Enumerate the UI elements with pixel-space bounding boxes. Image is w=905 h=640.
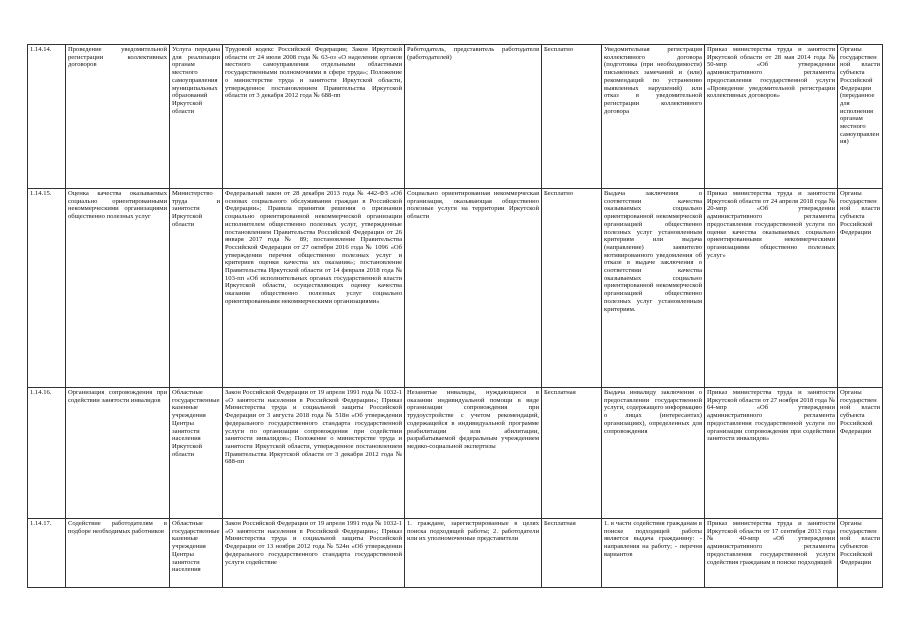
service-result: Выдача инвалиду заключения о предоставлении государственной услуги, содержащего информацию о лицах (интересантах) организациях), определенных для сопровождения bbox=[602, 388, 705, 519]
regulation: Приказ министерства труда и занятости Иркутской области от 27 ноября 2018 года № 64-мпр «Об утверждении административного регламента предоставления государственной услуги по организации сопровождения при содействии занятости инвалидов» bbox=[705, 388, 838, 519]
legal-basis: Федеральный закон от 28 декабря 2013 года № 442-ФЗ «Об основах социального обслуживания граждан в Российской Федерации»; Правила принятия решения о признании социально ориентированной некоммерческой организации исполнителем общественно полезных услуг, утвержденные постановлением Правительства Российской Федерации от 26 января 2017 года № 89; постановление Правительства Российской Федерации от 27 октября 2016 года № 1096 «Об утверждении перечня общественно полезных услуг и критериев оценки качества их оказания»; постановление Правительства Иркутской области от 14 февраля 2018 года № 103-пп «Об исполнительных органах государственной власти Иркутской области, осуществляющих оценку качества оказания общественно полезных услуг социально ориентированными некоммерческими организациями» bbox=[223, 189, 405, 388]
services-table bbox=[27, 44, 883, 588]
row-number: 1.14.17. bbox=[28, 519, 66, 588]
applicants: Социально ориентированная некоммерческая организация, оказывающая общественно полезные услуги на территории Иркутской области bbox=[405, 189, 542, 388]
regulation: Приказ министерства труда и занятости Иркутской области от 17 сентября 2013 года № 40-мпр «Об утверждении административного регламента предоставления государственной услуги содействия гражданам в поиске подходящей bbox=[705, 519, 838, 588]
service-provider: Министерство труда и занятости Иркутской области bbox=[170, 189, 223, 388]
service-result: Уведомительная регистрация коллективного договора (подготовка (при необходимости) письменных замечаний и (или) рекомендаций по устранению выявленных нарушений) или отказ в уведомительной регистрации коллективного договора bbox=[602, 45, 705, 189]
row-number: 1.14.15. bbox=[28, 189, 66, 388]
fee: Бесплатная bbox=[542, 519, 602, 588]
authority-level: Органы государственной власти субъектов Российской Федерации bbox=[838, 519, 883, 588]
service-name: Оценка качества оказываемых социально ориентированными некоммерческими организациями общественно полезных услуг bbox=[66, 189, 170, 388]
table-row bbox=[28, 45, 883, 189]
service-name: Организация сопровождения при содействии занятости инвалидов bbox=[66, 388, 170, 519]
fee: Бесплатно bbox=[542, 45, 602, 189]
table-row bbox=[28, 519, 883, 588]
legal-basis: Трудовой кодекс Российской Федерации; Закон Иркутской области от 24 июля 2008 года № 63-оз «О наделении органов местного самоуправления отдельными областными государственными полномочиями в сфере труда»; Положение о министерстве труда и занятости Иркутской области, утвержденное постановлением Правительства Иркутской области от 3 декабря 2012 года № 688-пп bbox=[223, 45, 405, 189]
service-name: Проведение уведомительной регистрации коллективных договоров bbox=[66, 45, 170, 189]
service-provider: Услуга передана для реализации органам местного самоуправления муниципальных образований Иркутской области bbox=[170, 45, 223, 189]
service-result: Выдача заключения о соответствии качества оказываемых социально ориентированной некоммерческой организацией общественно полезных услуг установленным критериям или выдача (направление) заявителю мотивированного уведомления об отказе в выдаче заключения о соответствии качества оказываемых социально ориентированной некоммерческой организацией общественно полезных услуг установленным критериям. bbox=[602, 189, 705, 388]
fee: Бесплатная bbox=[542, 388, 602, 519]
legal-basis: Закон Российской Федерации от 19 апреля 1991 года № 1032-1 «О занятости населения в Российской Федерации»; Приказ Министерства труда и социальной защиты Российской Федерации от 3 августа 2018 года № 518н «Об утверждении федерального государственного стандарта государственной услуги по организации сопровождения при содействии занятости инвалидов»; Положение о министерстве труда и занятости Иркутской области, утвержденное постановлением Правительства Иркутской области от 3 декабря 2012 года № 688-пп bbox=[223, 388, 405, 519]
row-number: 1.14.14. bbox=[28, 45, 66, 189]
applicants: Работодатель, представитель работодателя (работодателей) bbox=[405, 45, 542, 189]
applicants: Незанятые инвалиды, нуждающиеся в оказании индивидуальной помощи в виде организации сопровождения при трудоустройстве с учетом рекомендаций, содержащейся в индивидуальной программе реабилитации или абилитации, разрабатываемой федеральным учреждением медико-социальной экспертизы bbox=[405, 388, 542, 519]
applicants: 1. граждане, зарегистрированные в целях поиска подходящей работы; 2. работодатели или их уполномоченные представители bbox=[405, 519, 542, 588]
regulation: Приказ министерства труда и занятости Иркутской области от 28 мая 2014 года № 50-мпр «Об утверждении административного регламента предоставления государственной услуги «Проведение уведомительной регистрации коллективных договоров» bbox=[705, 45, 838, 189]
authority-level: Органы государственной власти субъекта Российской Федерации bbox=[838, 189, 883, 388]
legal-basis: Закон Российской Федерации от 19 апреля 1991 года № 1032-1 «О занятости населения в Российской Федерации»; Приказ Министерства труда и социальной защиты Российской Федерации от 13 ноября 2012 года № 524н «Об утверждении федерального государственного стандарта государственной услуги содействие bbox=[223, 519, 405, 588]
fee: Бесплатно bbox=[542, 189, 602, 388]
service-name: Содействие работодателям в подборе необходимых работников bbox=[66, 519, 170, 588]
table-row bbox=[28, 189, 883, 388]
service-result: 1. в части содействия гражданам в поиске подходящей работы является выдача гражданину: - направления на работу; - перечня вариантов bbox=[602, 519, 705, 588]
service-provider: Областные государственные казенные учреждения Центры занятости населения bbox=[170, 519, 223, 588]
regulation: Приказ министерства труда и занятости Иркутской области от 24 апреля 2018 года № 20-мпр «Об утверждении административного регламента предоставления государственной услуги по оценке качества оказываемых социально ориентированными некоммерческими организациями общественно полезных услуг» bbox=[705, 189, 838, 388]
authority-level: Органы государственной власти субъекта Российской Федерации (переданное для исполнения органам местного самоуправления) bbox=[838, 45, 883, 189]
service-provider: Областные государственные казенные учреждения Центры занятости населения Иркутской области bbox=[170, 388, 223, 519]
table-row bbox=[28, 388, 883, 519]
row-number: 1.14.16. bbox=[28, 388, 66, 519]
authority-level: Органы государственной власти субъекта Российской Федерации bbox=[838, 388, 883, 519]
